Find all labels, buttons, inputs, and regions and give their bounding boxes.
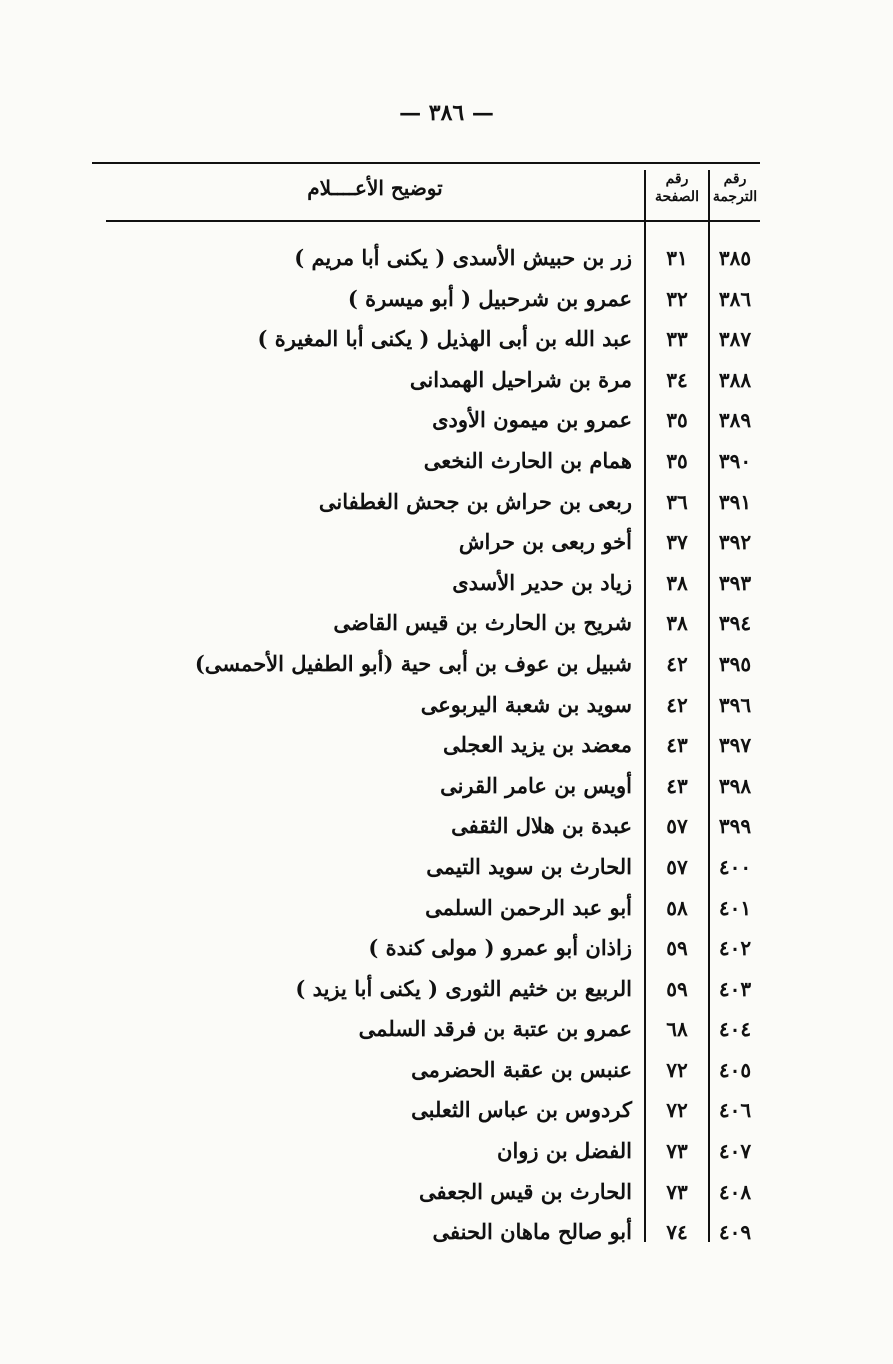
- page-number-cell: ٣٢: [666, 286, 688, 311]
- page-number-cell: ٧٢: [666, 1098, 688, 1123]
- person-name: عمرو بن عتبة بن فرقد السلمى: [358, 1016, 632, 1042]
- page-number-cell: ٣٤: [666, 367, 688, 392]
- entry-number: ٤٠٣: [718, 976, 752, 1001]
- page-number-cell: ٣٦: [666, 489, 688, 514]
- page-number-cell: ٣٥: [666, 408, 688, 433]
- person-name: ربعى بن حراش بن جحش الغطفانى: [318, 488, 632, 514]
- table-row: [92, 847, 760, 888]
- table-row: [92, 766, 760, 807]
- entry-number: ٤٠٢: [718, 936, 752, 961]
- entry-number: ٣٩٨: [718, 773, 752, 798]
- person-name: همام بن الحارث النخعى: [423, 447, 632, 473]
- page-number-cell: ٧٤: [666, 1220, 688, 1245]
- person-name: زر بن حبيش الأسدى ( يكنى أبا مريم ): [294, 245, 632, 270]
- header-title: توضيح الأعــــلام: [307, 176, 443, 200]
- page-number-cell: ٣٧: [666, 530, 688, 555]
- person-name: عمرو بن شرحبيل ( أبو ميسرة ): [347, 285, 632, 311]
- table-row: [92, 522, 760, 563]
- entry-number: ٣٨٧: [718, 327, 752, 352]
- page-number-cell: ٣٨: [666, 570, 688, 595]
- table-row: [92, 441, 760, 482]
- person-name: أبو عبد الرحمن السلمى: [425, 894, 632, 920]
- page-number-cell: ٧٢: [666, 1057, 688, 1082]
- page-number-cell: ٥٧: [666, 854, 688, 879]
- entry-number: ٣٩٧: [718, 733, 752, 758]
- entry-number: ٤٠٦: [718, 1098, 752, 1123]
- person-name: مرة بن شراحيل الهمدانى: [409, 366, 632, 392]
- table-row: [92, 888, 760, 929]
- table-row: [92, 238, 760, 279]
- table-row: [92, 969, 760, 1010]
- entry-number: ٣٩١: [718, 489, 752, 514]
- page-number-cell: ٥٩: [666, 936, 688, 961]
- entry-number: ٣٨٩: [718, 408, 752, 433]
- entry-number: ٤٠١: [718, 895, 752, 920]
- table-row: [92, 279, 760, 320]
- person-name: عبدة بن هلال الثقفى: [451, 813, 632, 839]
- page-number-cell: ٤٢: [666, 651, 688, 676]
- person-name: الحارث بن سويد التيمى: [426, 853, 632, 879]
- person-name: الفضل بن زوان: [497, 1138, 632, 1164]
- table-row: [92, 806, 760, 847]
- entry-number: ٤٠٠: [718, 854, 752, 879]
- table-header-rule: [106, 220, 760, 222]
- table-row: [92, 1172, 760, 1213]
- table-row: [92, 928, 760, 969]
- entry-number: ٣٩٠: [718, 448, 752, 473]
- page-number-cell: ٥٨: [666, 895, 688, 920]
- entry-number: ٣٩٦: [718, 692, 752, 717]
- table-row: [92, 360, 760, 401]
- table-row: [92, 603, 760, 644]
- header-page-number: رقم الصفحة: [655, 171, 699, 205]
- index-table: [92, 162, 760, 1252]
- page-number-cell: ٧٣: [666, 1179, 688, 1204]
- person-name: زياد بن حدير الأسدى: [452, 569, 632, 595]
- page-number: — ٣٨٦ —: [399, 100, 494, 126]
- page-number-cell: ٤٣: [666, 773, 688, 798]
- page-number-cell: ٤٢: [666, 692, 688, 717]
- table-row: [92, 725, 760, 766]
- page-number-cell: ٣٣: [666, 327, 688, 352]
- page-number-cell: ٧٣: [666, 1139, 688, 1164]
- person-name: معضد بن يزيد العجلى: [442, 732, 632, 758]
- person-name: أبو صالح ماهان الحنفى: [432, 1219, 632, 1245]
- entry-number: ٣٩٣: [718, 570, 752, 595]
- person-name: عنبس بن عقبة الحضرمى: [411, 1056, 632, 1082]
- table-row: [92, 319, 760, 360]
- table-row: [92, 1050, 760, 1091]
- page-number-cell: ٤٣: [666, 733, 688, 758]
- header-entry-number: رقم الترجمة: [712, 171, 758, 205]
- person-name: الربيع بن خثيم الثورى ( يكنى أبا يزيد ): [295, 975, 632, 1001]
- entry-number: ٣٨٥: [718, 246, 752, 270]
- person-name: أويس بن عامر القرنى: [440, 772, 632, 798]
- entry-number: ٤٠٥: [718, 1057, 752, 1082]
- person-name: الحارث بن قيس الجعفى: [418, 1178, 632, 1204]
- table-row: [92, 1212, 760, 1253]
- entry-number: ٣٩٢: [718, 530, 752, 555]
- entry-number: ٣٩٤: [718, 611, 752, 636]
- page-number-cell: ٦٨: [666, 1017, 688, 1042]
- person-name: زاذان أبو عمرو ( مولى كندة ): [368, 935, 632, 961]
- person-name: عبد الله بن أبى الهذيل ( يكنى أبا المغيرة ): [257, 326, 632, 352]
- person-name: شريح بن الحارث بن قيس القاضى: [333, 610, 632, 636]
- table-row: [92, 1131, 760, 1172]
- table-rows: [92, 238, 760, 1253]
- table-row: [92, 400, 760, 441]
- page-number-cell: ٥٩: [666, 976, 688, 1001]
- page-number-cell: ٥٧: [666, 814, 688, 839]
- person-name: كردوس بن عباس الثعلبى: [411, 1097, 632, 1123]
- table-row: [92, 1090, 760, 1131]
- entry-number: ٣٩٥: [718, 651, 752, 676]
- entry-number: ٤٠٧: [718, 1139, 752, 1164]
- person-name: شبيل بن عوف بن أبى حية (أبو الطفيل الأحمسى): [194, 650, 632, 676]
- page-number-cell: ٣٨: [666, 611, 688, 636]
- page-number-cell: ٣١: [666, 246, 688, 270]
- entry-number: ٤٠٨: [718, 1179, 752, 1204]
- entry-number: ٣٨٨: [718, 367, 752, 392]
- entry-number: ٣٩٩: [718, 814, 752, 839]
- entry-number: ٤٠٩: [718, 1220, 752, 1245]
- person-name: عمرو بن ميمون الأودى: [432, 407, 632, 433]
- entry-number: ٤٠٤: [718, 1017, 752, 1042]
- table-row: [92, 644, 760, 685]
- table-row: [92, 563, 760, 604]
- page-number-cell: ٣٥: [666, 448, 688, 473]
- table-row: [92, 482, 760, 523]
- person-name: سويد بن شعبة اليربوعى: [420, 691, 632, 717]
- person-name: أخو ربعى بن حراش: [458, 529, 632, 555]
- table-row: [92, 685, 760, 726]
- table-row: [92, 1009, 760, 1050]
- table-header: [92, 162, 760, 220]
- entry-number: ٣٨٦: [718, 286, 752, 311]
